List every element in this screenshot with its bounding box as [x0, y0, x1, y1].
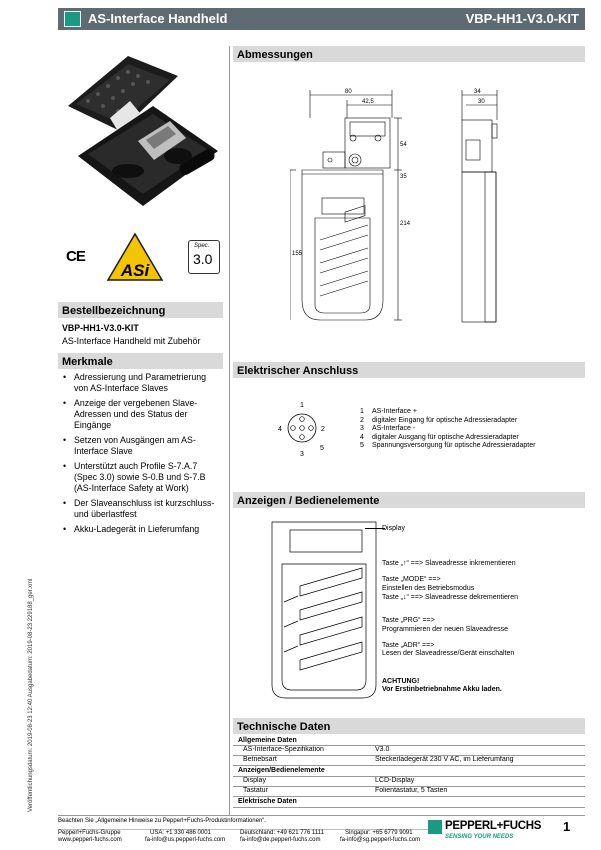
- tech-group-allgemein: Allgemeine Daten: [238, 737, 297, 744]
- pin-label-4: 4: [278, 426, 282, 433]
- feature-item: • Unterstützt auch Profile S-7.A.7 (Spec 3.0) sowie S-0.B und S-7.B (AS-Interface Safety at Work): [60, 461, 220, 494]
- tech-key: Betriebsart: [243, 756, 277, 763]
- pin-label-1: 1: [300, 402, 304, 409]
- feature-item: • Adressierung und Parametrierung von AS-Interface Slaves: [60, 372, 220, 394]
- tech-value: Steckerladegerät 230 V AC, im Lieferumfang: [375, 756, 514, 763]
- asi-logo-icon: [106, 232, 164, 282]
- footer-de-mail[interactable]: fa-info@de.pepperl-fuchs.com: [240, 837, 321, 843]
- tech-value: V3.0: [375, 746, 390, 753]
- order-description: AS-Interface Handheld mit Zubehör: [62, 336, 201, 346]
- dim-30: 30: [478, 99, 485, 105]
- label-key-prg: Taste „PRG“ ==>: [382, 617, 435, 624]
- label-key-adr-desc: Lesen der Slaveadresse/Gerät einschalten: [382, 650, 515, 657]
- section-abmessungen: Abmessungen: [233, 46, 585, 62]
- pin-label-3: 3: [300, 451, 304, 458]
- tech-key: AS-Interface-Spezifikation: [243, 746, 324, 753]
- footer-sg-mail[interactable]: fa-info@sg.pepperl-fuchs.com: [340, 837, 421, 843]
- section-merkmale: Merkmale: [58, 353, 223, 369]
- tech-value: LCD-Display: [375, 777, 415, 784]
- section-elektrischer-anschluss: Elektrischer Anschluss: [233, 362, 585, 378]
- page-number: 1: [563, 819, 571, 834]
- footer-sg-phone: Singapur: +65 6779 9091: [345, 830, 413, 836]
- pin-row: 5 Spannungsversorgung für optische Adressieradapter: [360, 442, 536, 450]
- feature-list: [60, 372, 220, 539]
- warning-title: ACHTUNG!: [382, 678, 420, 685]
- section-bestellbezeichnung: Bestellbezeichnung: [58, 302, 223, 318]
- pin-row: 3 AS-Interface -: [360, 425, 416, 433]
- dim-42-5: 42,5: [362, 99, 374, 105]
- label-key-adr: Taste „ADR“ ==>: [382, 642, 435, 649]
- footer-usa-mail[interactable]: fa-info@us.pepperl-fuchs.com: [145, 837, 226, 843]
- pin-row: 4 digitaler Ausgang für optische Adressieradapter: [360, 433, 519, 441]
- asi-logo-text: ASi: [120, 261, 150, 280]
- header-bar: [58, 8, 585, 30]
- tech-key: Tastatur: [243, 787, 268, 794]
- brand-name: PEPPERL+FUCHS: [445, 820, 542, 832]
- label-key-down: Taste „↓“ ==> Slaveadresse dekrementieren: [382, 594, 518, 601]
- order-code: VBP-HH1-V3.0-KIT: [62, 323, 139, 333]
- pin-row: 2 digitaler Eingang für optische Adressieradapter: [360, 416, 518, 424]
- label-key-prg-desc: Programmieren der neuen Slaveadresse: [382, 626, 509, 633]
- spec-version: 3.0: [193, 251, 213, 267]
- footer-web[interactable]: www.pepperl-fuchs.com: [58, 837, 122, 843]
- brand-logo-icon: [428, 820, 442, 834]
- controls-drawing: [270, 520, 385, 700]
- tech-group-anzeigen: Anzeigen/Bedienelemente: [238, 767, 325, 774]
- spec-label: Spec.: [194, 243, 210, 249]
- pin-list: [360, 408, 535, 451]
- dim-54: 54: [400, 142, 407, 148]
- dim-214: 214: [400, 221, 411, 227]
- header-logo-icon: [64, 11, 81, 27]
- dimension-drawing: [290, 80, 520, 330]
- footer-de-phone: Deutschland: +49 621 776 1111: [240, 830, 324, 836]
- spec-badge: [188, 240, 220, 274]
- tech-group-elektrisch: Elektrische Daten: [238, 798, 297, 805]
- dim-35: 35: [400, 174, 407, 180]
- feature-item: • Akku-Ladegerät in Lieferumfang: [60, 524, 220, 535]
- section-anzeigen: Anzeigen / Bedienelemente: [233, 492, 585, 508]
- footer-usa-phone: USA: +1 330 486 0001: [150, 830, 211, 836]
- tech-value: Folientastatur, 5 Tasten: [375, 787, 448, 794]
- feature-item: • Der Slaveanschluss ist kurzschluss- und überlastfest: [60, 498, 220, 520]
- tech-key: Display: [243, 777, 266, 784]
- pin-label-2: 2: [321, 426, 325, 433]
- pin-label-5: 5: [320, 445, 324, 452]
- footer-note: Beachten Sie „Allgemeine Hinweise zu Pepperl+Fuchs-Produktinformationen“.: [58, 818, 266, 824]
- dim-34: 34: [474, 89, 481, 95]
- column-divider: [229, 46, 230, 816]
- label-key-up: Taste „↑“ ==> Slaveadresse inkrementieren: [382, 560, 516, 567]
- product-photo: [58, 46, 223, 216]
- ce-mark: CE: [66, 248, 85, 265]
- dim-80: 80: [345, 89, 352, 95]
- label-key-mode: Taste „MODE“ ==>: [382, 576, 441, 583]
- warning-text: Vor Erstinbetriebnahme Akku laden.: [382, 686, 502, 693]
- product-code: VBP-HH1-V3.0-KIT: [465, 11, 579, 26]
- brand-tagline: SENSING YOUR NEEDS: [445, 834, 514, 840]
- label-key-mode-desc: Einstellen des Betriebsmodus: [382, 585, 475, 592]
- connector-pin-diagram: [272, 396, 332, 461]
- feature-item: • Anzeige der vergebenen Slave-Adressen und des Status der Eingänge: [60, 398, 220, 431]
- label-display: Display: [382, 525, 405, 532]
- pin-row: 1 AS-Interface +: [360, 408, 417, 415]
- feature-item: • Setzen von Ausgängen am AS-Interface Slave: [60, 435, 220, 457]
- page-title: AS-Interface Handheld: [88, 11, 228, 26]
- dim-155: 155: [292, 251, 303, 257]
- section-technische-daten: Technische Daten: [233, 718, 585, 734]
- footer-group: Pepperl+Fuchs-Gruppe: [58, 830, 121, 836]
